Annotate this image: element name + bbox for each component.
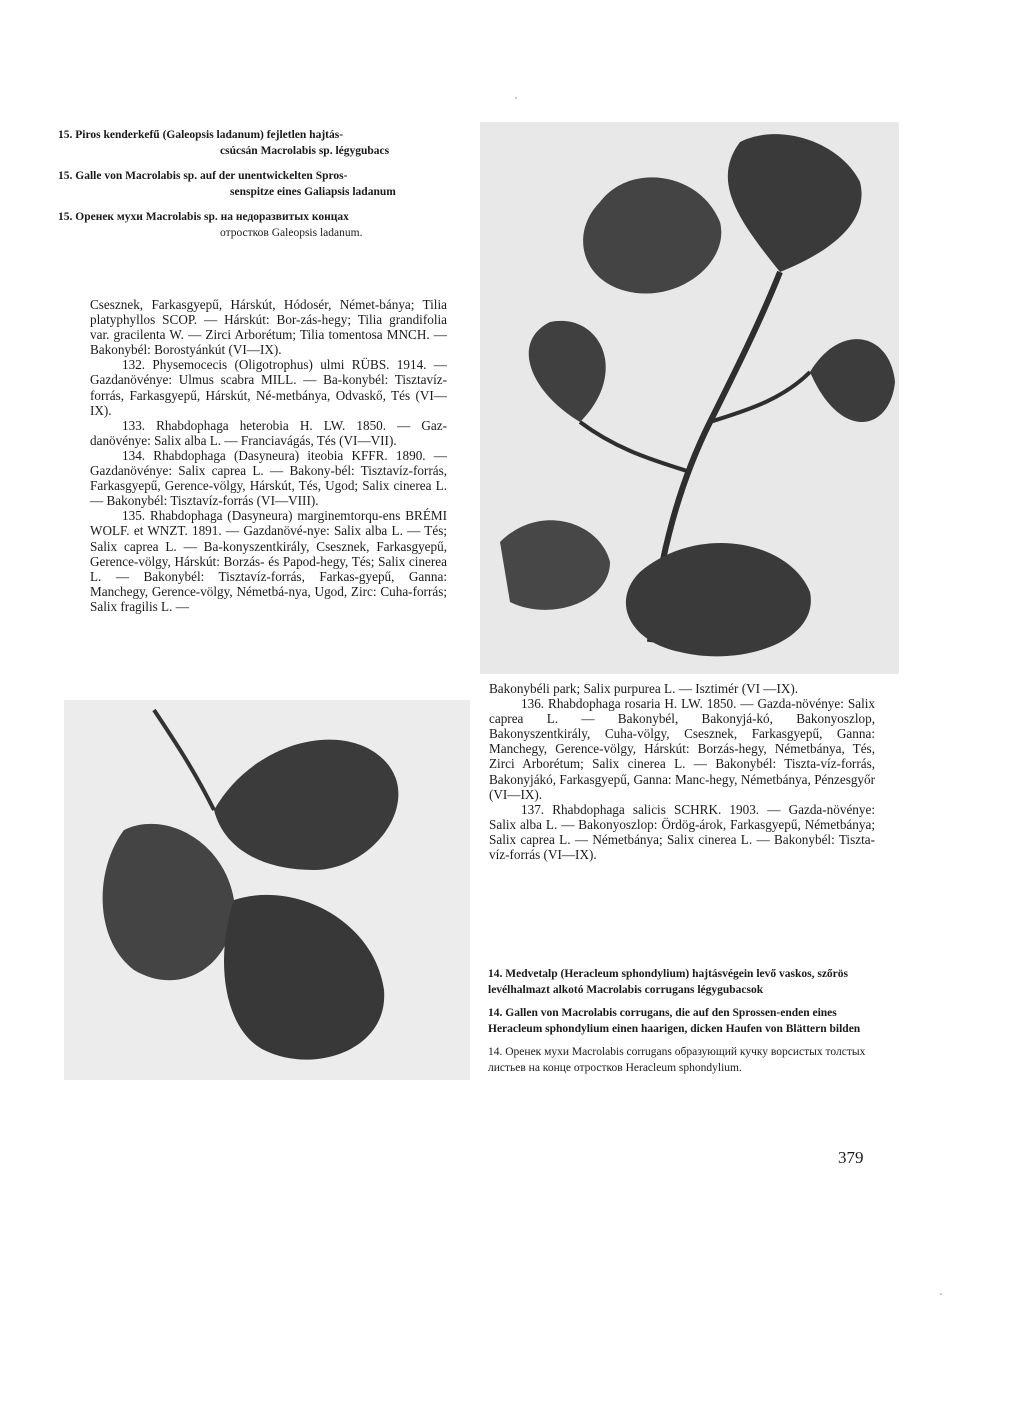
figure-15-caption xyxy=(58,128,448,241)
leaves-photo-drawing xyxy=(64,700,470,1080)
left-paragraph: 132. Physemocecis (Oligotrophus) ulmi RÜBS. 1914. — Gazdanövénye: Ulmus scabra MILL. — Ba-konybél: Tisztavíz-forrás, Farkasgyepű, Hárskút, Né-metbánya, Odvaskő, Tés (VI—IX). xyxy=(90,357,447,418)
scan-speck xyxy=(515,97,517,99)
left-paragraph: 134. Rhabdophaga (Dasyneura) iteobia KFFR. 1890. — Gazdanövénye: Salix caprea L. — Bakony-bél: Tisztavíz-forrás, Farkasgyepű, Gerence-völgy, Hárskút, Tés, Ugod; Salix cinerea L. — Bakonybél: Tisztavíz-forrás (VI—VIII). xyxy=(90,447,447,509)
page-number: 379 xyxy=(838,1148,864,1167)
caption-15-german: 15. Galle von Macrolabis sp. auf der unentwickelten Spros- senspitze eines Galiapsis ladanum xyxy=(58,170,396,198)
text-column-right xyxy=(489,681,875,862)
left-paragraph: 133. Rhabdophaga heterobia H. LW. 1850. — Gaz-danövénye: Salix alba L. — Franciavágás, Tés (VI—VII). xyxy=(90,417,447,448)
scan-speck xyxy=(940,1293,942,1295)
right-paragraph: 137. Rhabdophaga salicis SCHRK. 1903. — Gazda-növénye: Salix alba L. — Bakonyoszlop: Ördög-árok, Farkasgyepű, Németbánya; Salix caprea L. — Németbánya; Salix cinerea L. — Bakonybél: Tiszta-víz-forrás (VI—IX). xyxy=(489,801,875,863)
left-paragraph: Csesznek, Farkasgyepű, Hárskút, Hódosér, Német-bánya; Tilia platyphyllos SCOP. — Hárskút: Bor-zás-hegy; Tilia grandifolia var. gracilenta W. — Zirci Arborétum; Tilia tomentosa MNCH. — Bakonybél: Borostyánkút (VI—IX). xyxy=(90,297,447,358)
left-paragraph: 135. Rhabdophaga (Dasyneura) marginemtorqu-ens BRÉMI WOLF. et WNZT. 1891. — Gazdanövé-nye: Salix alba L. — Tés; Salix caprea L. — Ba-konyszentkirály, Csesznek, Farkasgyepű, Gerence-völgy, Hárskút: Borzás- és Papod-hegy, Tés; Salix cinerea L. — Bakonybél: Tisztavíz-forrás, Farkas-gyepű, Ganna: Manchegy, Gerence-völgy, Németbá-nya, Ugod, Zirc: Cuha-forrás; Salix fragilis L. — xyxy=(90,508,447,614)
caption-14-hungarian: 14. Medvetalp (Heracleum sphondylium) hajtásvégein levő vaskos, szőrös levélhalmazt alkotó Macrolabis corrugans légygubacsok xyxy=(488,968,849,996)
figure-14-caption xyxy=(488,967,876,1076)
caption-15-russian: 15. Оренек мухи Macrolabis sp. на недоразвитых концах отростков Galeopsis ladanum. xyxy=(58,211,363,239)
caption-15-hungarian: 15. Piros kenderkefű (Galeopsis ladanum) fejletlen hajtás- csúcsán Macrolabis sp. légygubacs xyxy=(58,129,390,157)
plant-photo-drawing xyxy=(480,122,899,674)
photo-galeopsis-plant xyxy=(480,122,899,674)
photo-leaves xyxy=(64,700,470,1080)
caption-14-german: 14. Gallen von Macrolabis corrugans, die auf den Sprossen-enden eines Heracleum sphondylium einen haarigen, dicken Haufen von Blättern bilden xyxy=(488,1007,861,1035)
text-column-left xyxy=(90,297,447,614)
right-paragraph: 136. Rhabdophaga rosaria H. LW. 1850. — Gazda-növénye: Salix caprea L. — Bakonybél, Bakonyjá-kó, Bakonyoszlop, Bakonyszentkirály, Cuha-völgy, Csesznek, Farkasgyepű, Ganna: Manchegy, Gerence-völgy, Hárskút: Borzás-hegy, Németbánya, Tés, Zirci Arborétum; Salix cinerea L. — Bakonybél: Tiszta-víz-forrás, Bakonyjákó, Farkasgyepű, Ganna: Manc-hegy, Németbánya, Pénzesgyőr (VI—IX). xyxy=(489,696,875,802)
right-paragraph: Bakonybéli park; Salix purpurea L. — Isztimér (VI —IX). xyxy=(489,681,799,696)
caption-14-russian: 14. Оренек мухи Macrolabis corrugans образующий кучку ворсистых толстых листьев на конце отростков Heracleum sphondylium. xyxy=(488,1046,866,1074)
